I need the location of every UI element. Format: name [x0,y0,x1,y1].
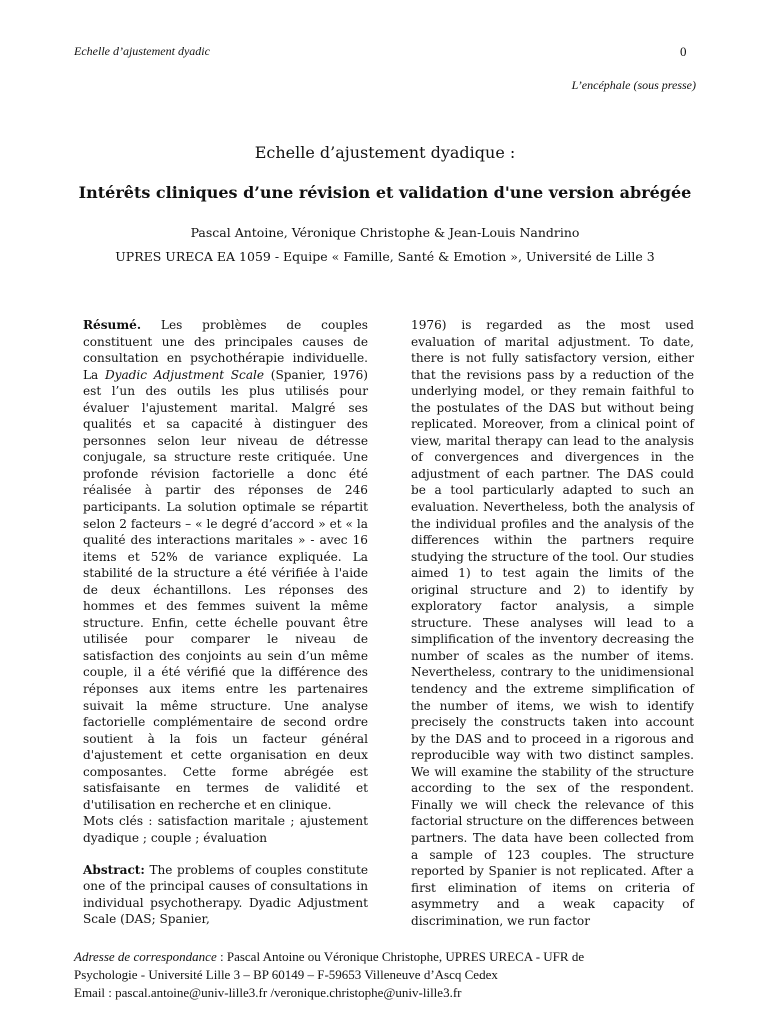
resume-label: Résumé. [83,318,142,332]
abstract-label: Abstract: [83,862,145,877]
abstract-text-right: 1976) is regarded as the most used evaluation of marital adjustment. To date, there is not fully satisfactory version, either that the revisions pass by a reduction of the underlying model, or they remain faithful to the postulates of the DAS but without being replicated. Moreover, from a clinical point of view, marital therapy can lead to the analysis of convergences and divergences in the adjustment of each partner. The DAS could be a tool particularly adapted to such an evaluation. Nevertheless, both the analysis of the individual profiles and the analysis of the differences within the partners require studying the structure of the tool. Our studies aimed 1) to test again the limits of the original structure and 2) to identify by exploratory factor analysis, a simple structure. These analyses will lead to a simplification of the inventory decreasing the number of scales as the number of items. Nevertheless, contrary to the unidimensional tendency and the extreme simplification of the number of items, we wish to identify precisely the constructs taken into account by the DAS and to proceed in a rigorous and reproducible way with two distinct samples. We will examine the stability of the structure according to the sex of the respondent. Finally we will check the relevance of this factorial structure on the differences between partners. The data have been collected from a sample of 123 couples. The structure reported by Spanier is not replicated. After a first elimination of items on criteria of asymmetry and a weak capacity of discrimination, we run factor [411,318,694,928]
correspondence-label: Adresse de correspondance [74,949,217,964]
resume-paragraph [83,317,368,813]
page-number: 0 [680,44,687,59]
paper-subtitle: Intérêts cliniques d’une révision et validation d'une version abrégée [78,183,692,202]
paper-title: Echelle d’ajustement dyadique : [254,143,516,162]
abstract-paragraph [83,862,368,928]
das-title-italic: Dyadic Adjustment Scale [104,367,265,382]
right-column [411,317,694,929]
correspondence-footer [74,948,694,1002]
journal-reference: L’encéphale (sous presse) [571,78,696,92]
running-header-title: Echelle d’ajustement dyadic [74,44,210,58]
abstract-text-left: The problems of couples constitute one of the principal causes of consultations in individual psychotherapy. Dyadic Adjustment Scale (DAS; Spanier, [83,862,368,927]
left-column [83,317,368,928]
correspondence-line2: Psychologie - Université Lille 3 – BP 60149 – F-59653 Villeneuve d’Ascq Cedex [74,967,498,982]
correspondence-line1: : Pascal Antoine ou Véronique Christophe, UPRES URECA - UFR de [216,949,585,964]
resume-text-b: (Spanier, 1976) est l’un des outils les plus utilisés pour évaluer l'ajustement marital. Malgré ses qualités et sa capacité à distinguer des personnes selon leur niveau de détresse conjugale, sa structure reste critiquée. Une profonde révision factorielle a donc été réalisée à partir des réponses de 246 participants. La solution optimale se répartit selon 2 facteurs – « le degré d’accord » et « la qualité des interactions maritales » - avec 16 items et 52% de variance expliquée. La stabilité de la structure a été vérifiée à l'aide de deux échantillons. Les réponses des hommes et des femmes suivent la même structure. Enfin, cette échelle pouvant être utilisée pour comparer le niveau de satisfaction des conjoints au sein d’un même couple, il a été vérifié que la différence des réponses aux items entre les partenaires suivait la même structure. Une analyse factorielle complémentaire de second ordre soutient à la fois un facteur général d'ajustement et cette organisation en deux composantes. Cette forme abrégée est satisfaisante en termes de validité et d'utilisation en recherche et en clinique. [83,367,369,812]
affiliation: UPRES URECA EA 1059 - Equipe « Famille, Santé & Emotion », Université de Lille 3 [115,249,655,264]
resume-text-a: Les problèmes de couples constituent une des principales causes de consultation en psychothérapie individuelle. La [83,318,368,382]
correspondence-email: Email : pascal.antoine@univ-lille3.fr /veronique.christophe@univ-lille3.fr [74,985,462,1000]
author-list: Pascal Antoine, Véronique Christophe & Jean-Louis Nandrino [190,225,580,240]
keywords: Mots clés : satisfaction maritale ; ajustement dyadique ; couple ; évaluation [83,814,368,845]
